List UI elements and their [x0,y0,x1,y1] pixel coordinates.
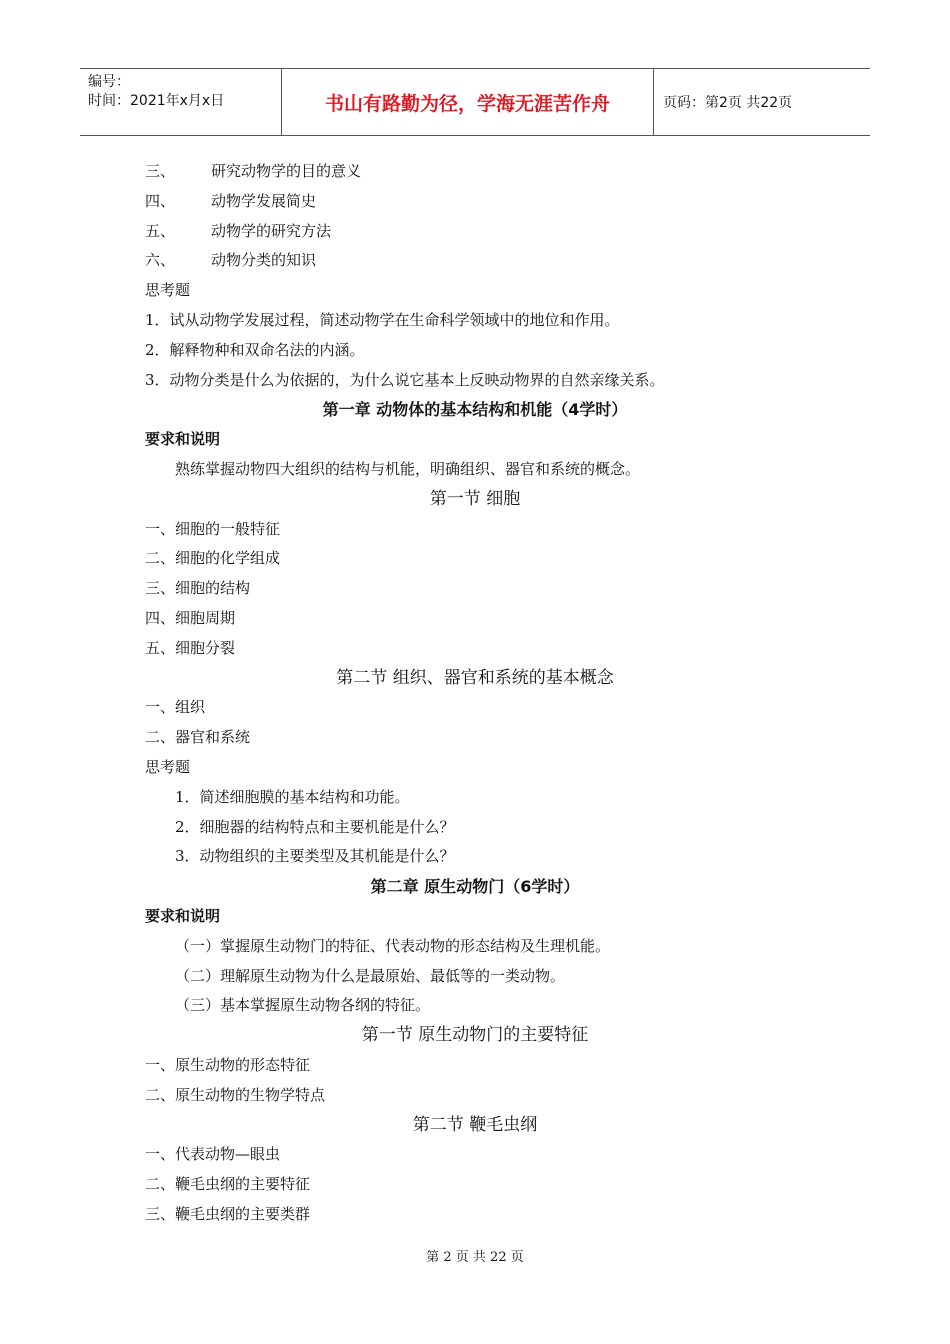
question-item: 3．动物组织的主要类型及其机能是什么？ [175,847,455,866]
list-item: 六、 动物分类的知识 [145,251,317,270]
list-item: 三、细胞的结构 [145,579,251,598]
requirement-item: （三）基本掌握原生动物各纲的特征。 [175,996,431,1015]
list-item: 一、细胞的一般特征 [145,519,281,538]
question-item: 1．简述细胞膜的基本结构和功能。 [175,787,410,806]
number-label: 编号： [88,74,130,90]
list-item: 一、原生动物的形态特征 [145,1055,311,1074]
section-title: 第一节 原生动物门的主要特征 [361,1025,589,1046]
chapter-title: 第二章 原生动物门（6学时） [370,877,580,897]
list-item: 三、鞭毛虫纲的主要类群 [145,1204,311,1223]
section-title: 第二节 鞭毛虫纲 [412,1114,538,1135]
requirements-heading: 要求和说明 [145,906,221,925]
time-label: 时间：2021年x月x日 [88,93,225,109]
requirement-item: （二）理解原生动物为什么是最原始、最低等的一类动物。 [175,966,566,985]
chapter-title: 第一章 动物体的基本结构和机能（4学时） [322,400,628,420]
list-item: 二、原生动物的生物学特点 [145,1085,326,1104]
list-item: 二、鞭毛虫纲的主要特征 [145,1175,311,1194]
list-item: 二、器官和系统 [145,728,251,747]
requirements-text: 熟练掌握动物四大组织的结构与机能，明确组织、器官和系统的概念。 [175,459,641,478]
list-item: 二、细胞的化学组成 [145,549,281,568]
section-title: 第二节 组织、器官和系统的基本概念 [336,667,614,688]
list-item: 四、细胞周期 [145,608,236,627]
section-title: 第一节 细胞 [429,488,521,509]
document-body [145,157,805,1230]
requirement-item: （一）掌握原生动物门的特征、代表动物的形态结构及生理机能。 [175,936,611,955]
requirements-heading: 要求和说明 [145,430,221,449]
page-footer: 第 2 页 共 22 页 [426,1250,524,1265]
header-meta [80,69,282,135]
list-item: 五、 动物学的研究方法 [145,221,332,240]
question-item: 3．动物分类是什么为依据的，为什么说它基本上反映动物界的自然亲缘关系。 [145,370,665,389]
header-page-info: 页码：第2页 共22页 [663,95,793,111]
list-item: 五、细胞分裂 [145,638,236,657]
list-item: 三、 研究动物学的目的意义 [145,162,362,180]
questions-heading: 思考题 [145,757,191,776]
question-item: 1．试从动物学发展过程，简述动物学在生命科学领域中的地位和作用。 [145,310,620,329]
questions-heading: 思考题 [145,281,191,300]
list-item: 四、 动物学发展简史 [145,191,317,210]
list-item: 一、组织 [145,698,206,717]
page-header [80,68,870,136]
question-item: 2．细胞器的结构特点和主要机能是什么？ [175,817,455,836]
question-item: 2．解释物种和双命名法的内涵。 [145,340,365,359]
header-motto: 书山有路勤为径，学海无涯苦作舟 [282,69,654,135]
list-item: 一、代表动物—眼虫 [145,1145,281,1164]
